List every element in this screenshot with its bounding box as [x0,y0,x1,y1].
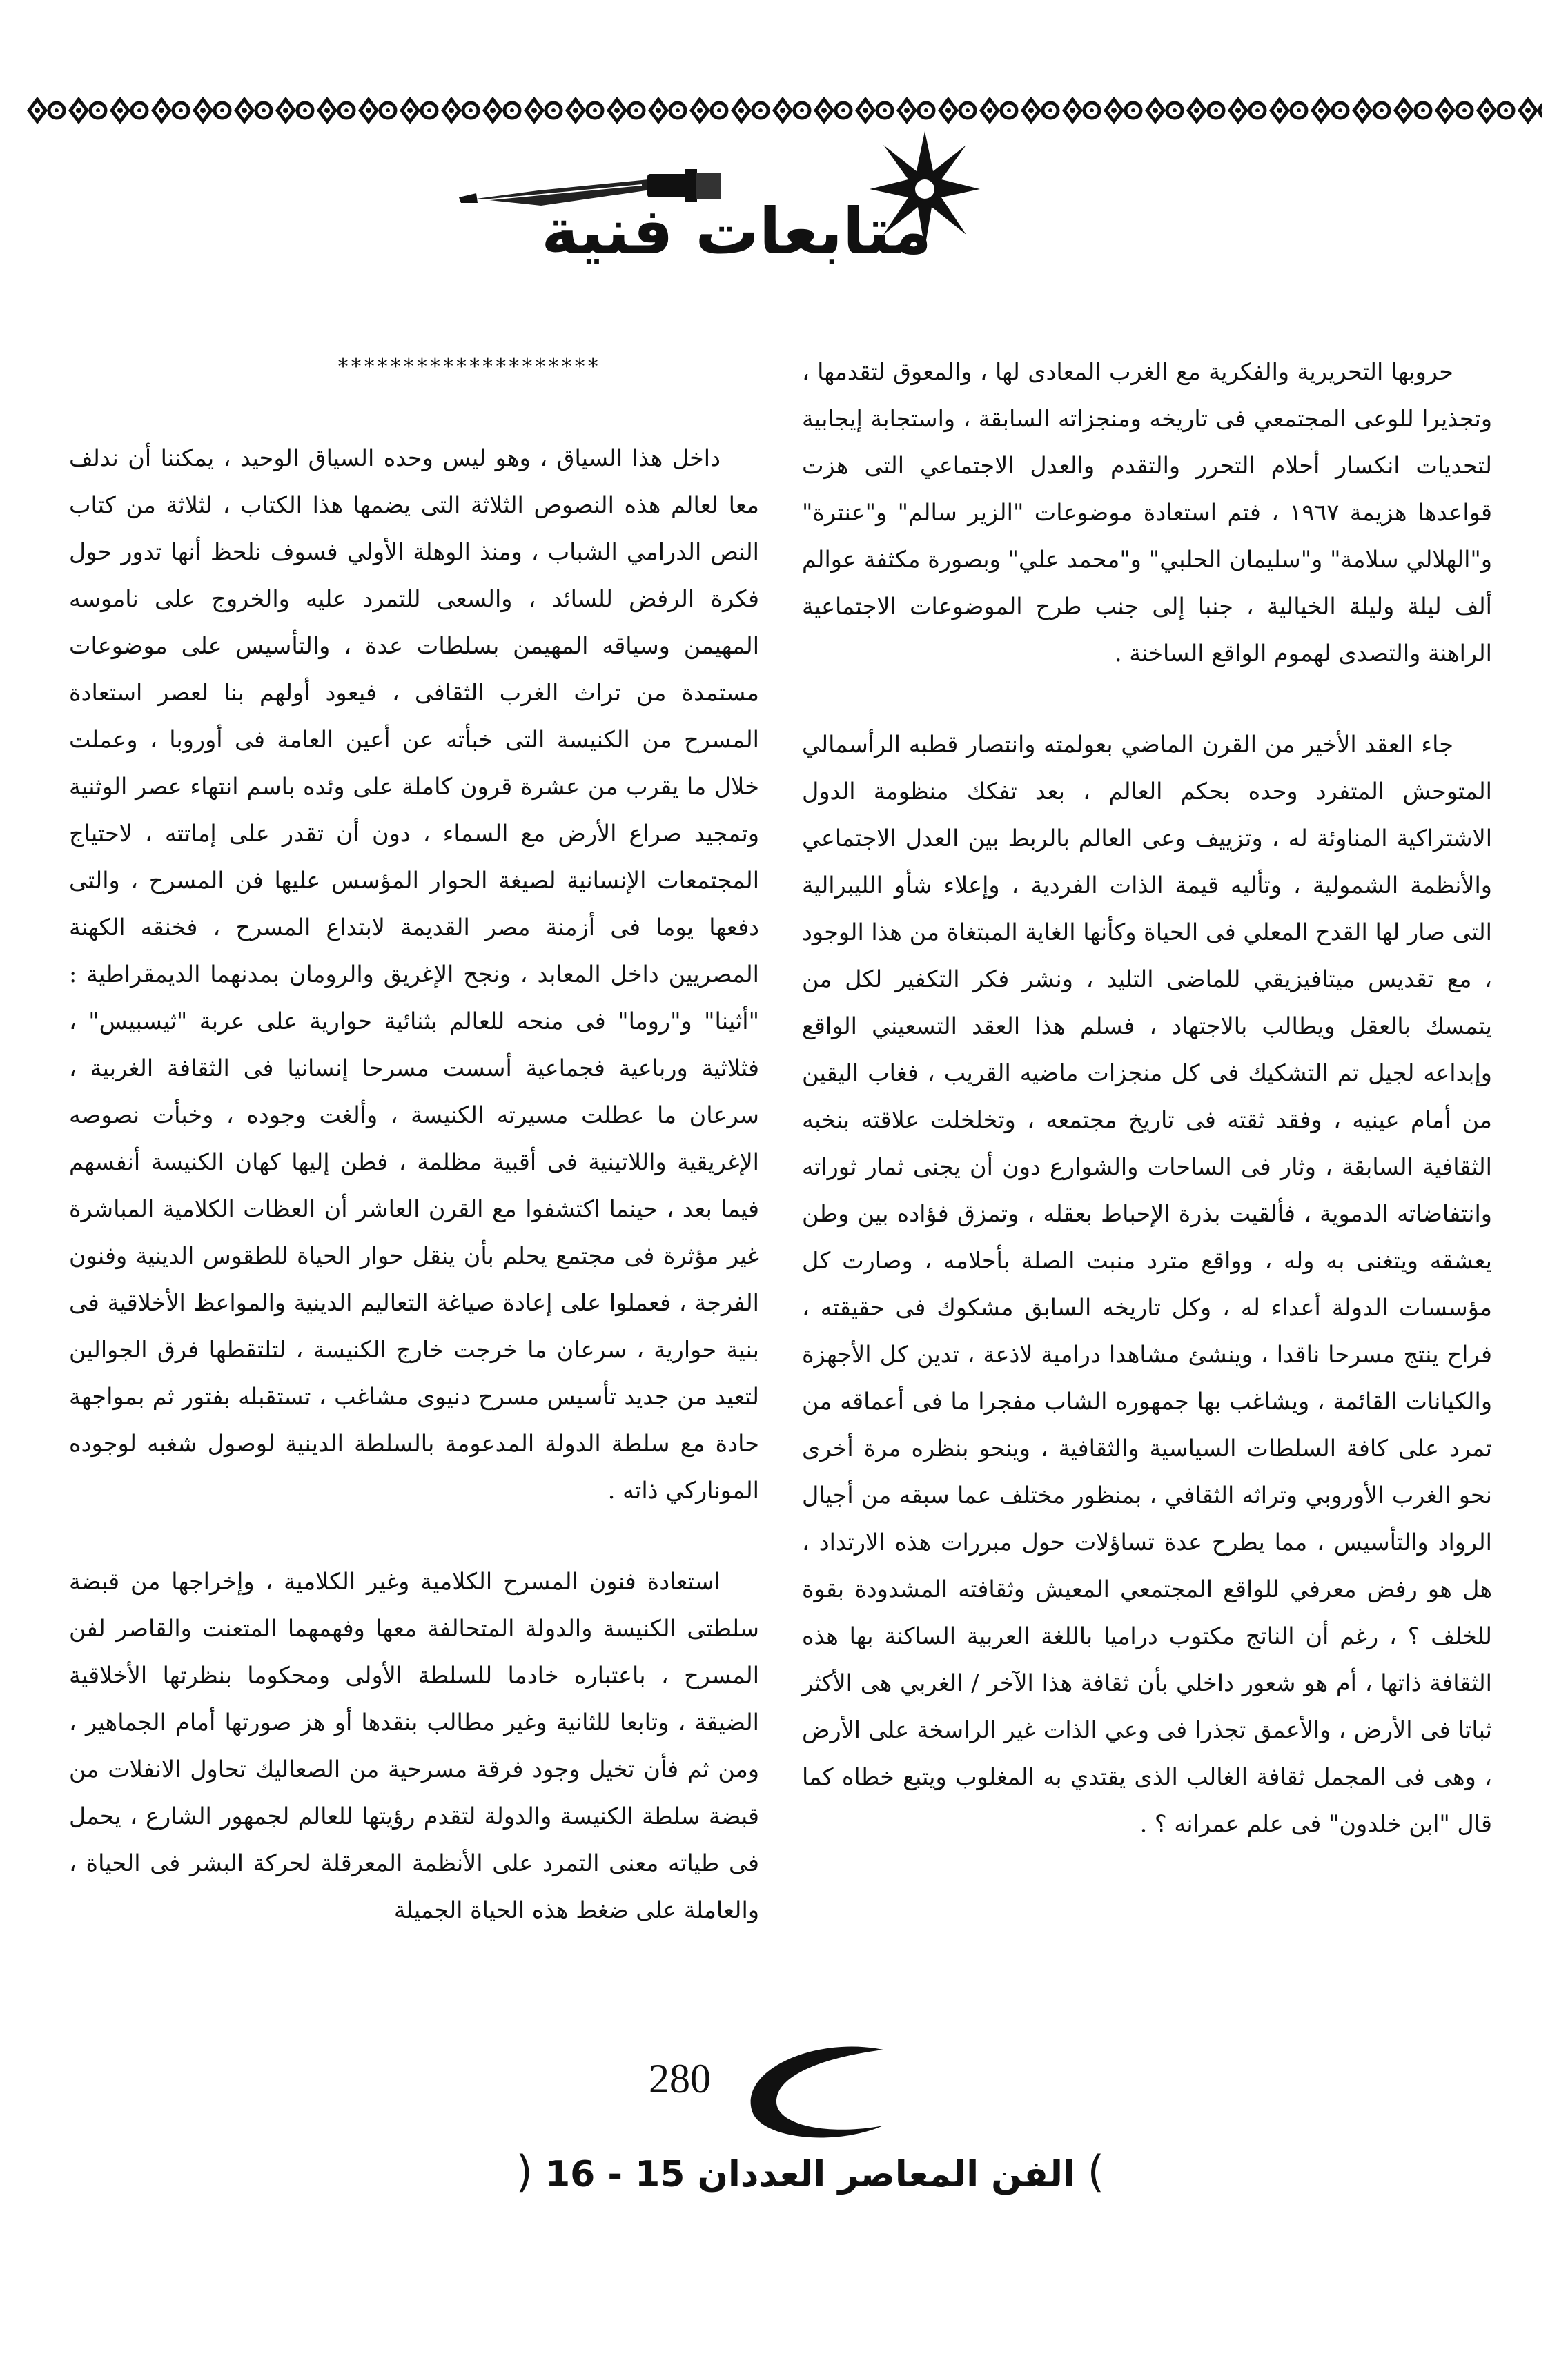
journal-issue-line [516,2146,1104,2197]
issue-label: العددان 15 - 16 [545,2154,826,2195]
journal-title: الفن المعاصر [838,2154,1075,2195]
section-separator: ******************** [337,355,600,379]
page-footer [483,2043,1201,2229]
section-title: متابعات فنية [541,195,932,268]
article-column-right [802,349,1492,1892]
ornamental-border [26,88,1542,133]
article-column-left [69,435,759,1978]
bracket-left: ) [1087,2146,1104,2197]
journal-swoosh-logo [711,2043,918,2146]
paragraph: جاء العقد الأخير من القرن الماضي بعولمته وانتصار قطبه الرأسمالي المتوحش المتفرد وحده بحكم العالم ، بعد تفكك منظومة الدول الاشتراكية المناوئة له ، وتزييف وعى العالم بالربط بين العدل الاجتماعي والأنظمة الشمولية ، وتأليه قيمة الذات الفردية ، وإعلاء شأو الليبرالية التى صار لها القدح المعلي فى الحياة وكأنها الغاية المبتغاة من هذا الوجود ، مع تقديس ميتافيزيقي للماضى التليد ، ونشر فكر التكفير لكل من يتمسك بالعقل ويطالب بالاجتهاد ، فسلم هذا العقد التسعيني الواقع وإبداعه لجيل تم التشكيك فى كل منجزات ماضيه القريب ، فغاب اليقين من أمام عينيه ، وفقد ثقته فى تاريخ مجتمعه ، وتخلخلت علاقته بنخبه الثقافية السابقة ، وثار فى الساحات والشوارع دون أن يجنى ثمار ثوراته وانتفاضاته الدموية ، فألقيت بذرة الإحباط بعقله ، وتمزق فؤاده بين وطن يعشقه ويتغنى به وله ، وواقع مترد منبت الصلة بأحلامه ، وصارت كل مؤسسات الدولة أعداء له ، وكل تاريخه السابق مشكوك فى حقيقته ، فراح ينتج مسرحا ناقدا ، وينشئ مشاهدا درامية لاذعة ، تدين كل الأجهزة والكيانات القائمة ، ويشاغب بها جمهوره الشاب مفجرا ما فى أعماقه من تمرد على كافة السلطات السياسية والثقافية ، وينحو بنظره مرة أخرى نحو الغرب الأوروبي وتراثه الثقافي ، بمنظور مختلف عما سبقه من أجيال الرواد والتأسيس ، مما يطرح عدة تساؤلات حول مبررات هذه الارتداد ، هل هو رفض معرفي للواقع المجتمعي المعيش وثقافته المشدودة بقوة للخلف ؟ ، رغم أن الناتج مكتوب دراميا باللغة العربية الساكنة بها هذه الثقافة ذاتها ، أم هو شعور داخلي بأن ثقافة هذا الآخر / الغربي هى الأكثر ثباتا فى الأرض ، والأعمق تجذرا فى وعي الذات غير الراسخة على الأرض ، وهى فى المجمل ثقافة الغالب الذى يقتدي به المغلوب ويتبع خطاه كما قال "ابن خلدون" فى علم عمرانه ؟ . [802,731,1493,1837]
page-number: 280 [649,2056,711,2101]
paragraph: داخل هذا السياق ، وهو ليس وحده السياق الوحيد ، يمكننا أن ندلف معا لعالم هذه النصوص الثلاثة التى يضمها هذا الكتاب ، لثلاثة من كتاب النص الدرامي الشباب ، ومنذ الوهلة الأولي فسوف نلحظ أنها تدور حول فكرة الرفض للسائد ، والسعى للتمرد عليه والخروج على ناموسه المهيمن وسياقه المهيمن بسلطات عدة ، والتأسيس على موضوعات مستمدة من تراث الغرب الثقافى ، فيعود أولهم بنا لعصر استعادة المسرح من الكنيسة التى خبأته عن أعين العامة فى أوروبا ، وعملت خلال ما يقرب من عشرة قرون كاملة على وئده باسم انتهاء عصر الوثنية وتمجيد صراع الأرض مع السماء ، دون أن تقدر على إماتته ، لاحتياج المجتمعات الإنسانية لصيغة الحوار المؤسس عليها فن المسرح ، والتى دفعها يوما فى أزمنة مصر القديمة لابتداع المسرح ، فخنقه الكهنة المصريين داخل المعابد ، ونجح الإغريق والرومان بمدنهما الديمقراطية : "أثينا" و"روما" فى منحه للعالم بثنائية حوارية على عربة "ثيسبيس" ، فثلاثية ورباعية فجماعية أسست مسرحا إنسانيا فى الثقافة الغربية ، سرعان ما عطلت مسيرته الكنيسة ، وألغت وجوده ، وخبأت نصوصه الإغريقية واللاتينية فى أقبية مظلمة ، فطن إليها كهان الكنيسة أنفسهم فيما بعد ، حينما اكتشفوا مع القرن العاشر أن العظات الكلامية المباشرة غير مؤثرة فى مجتمع يحلم بأن ينقل حوار الحياة للطقوس الدينية وفنون الفرجة ، فعملوا على إعادة صياغة التعاليم الدينية والمواعظ الأخلاقية فى بنية حوارية ، سرعان ما خرجت خارج الكنيسة ، لتلتقطها فرق الجوالين لتعيد من جديد تأسيس مسرح دنيوى مشاغب ، تستقبله بفتور ثم بمواجهة حادة مع سلطة الدولة المدعومة بالسلطة الدينية لوصول شغبه لوجوده المونارکي ذاته . [69,444,759,1504]
paragraph: حروبها التحريرية والفكرية مع الغرب المعادى لها ، والمعوق لتقدمها ، وتجذيرا للوعى المجتمعي فى تاريخه ومنجزاته السابقة ، واستجابة إيجابية لتحديات انكسار أحلام التحرر والتقدم والعدل الاجتماعي التى هزت قواعدها هزيمة ١٩٦٧ ، فتم استعادة موضوعات "الزير سالم" و"عنترة" و"الهلالي سلامة" و"سليمان الحلبي" و"محمد علي" وبصورة مكثفة عوالم ألف ليلة وليلة الخيالية ، جنبا إلى جنب طرح الموضوعات الاجتماعية الراهنة والتصدى لهموم الواقع الساخنة . [802,358,1492,667]
paragraph: استعادة فنون المسرح الكلامية وغير الكلامية ، وإخراجها من قبضة سلطتى الكنيسة والدولة المتحالفة معها وفهمهما المتعنت والقاصر لفن المسرح ، باعتباره خادما للسلطة الأولى ومحكوما بنظرتها الأخلاقية الضيقة ، وتابعا للثانية وغير مطالب بنقدها أو هز صورتها أمام الجماهير ، ومن ثم فأن تخيل وجود فرقة مسرحية من الصعاليك تحاول الانفلات من قبضة سلطة الكنيسة والدولة لتقدم رؤيتها للعالم لجمهور الشارع ، يحمل فى طياته معنى التمرد على الأنظمة المعرقلة لحركة البشر فى الحياة ، والعاملة على ضغط هذه الحياة الجميلة [69,1568,759,1923]
bracket-right: ( [516,2146,533,2197]
section-header [455,131,980,304]
